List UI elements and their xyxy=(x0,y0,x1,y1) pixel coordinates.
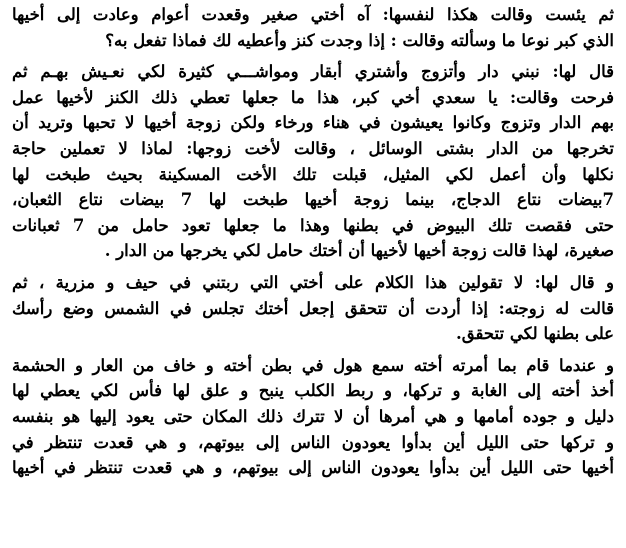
text-line: نكلها وأن أعمل لكي المثيل، قبلت تلك الأخت المسكينة بحيث طبخت لها xyxy=(12,164,614,184)
text-line: و تركها حتى الليل أين بدأوا يعودون الناس إلى بيوتهم، و هي قعدت تنتظر في xyxy=(12,432,614,452)
paragraph-2 xyxy=(12,59,614,264)
text-line: بهم الدار وتزوج وكانوا يعيشون في هناء ورخاء ولكن زوجة أخيها لا تحبها وتريد أن xyxy=(12,113,614,133)
text-line: أخذ أخته إلى الغابة و تركها، و ربط الكلب ينبح و علق لها فأس لكي يعطي لها xyxy=(12,381,614,401)
text-line: و قال لها: لا تقولين هذا الكلام على أختي التي ربتني في حيف و مزرية ، ثم xyxy=(12,272,614,292)
text-line: دليل و جوده أمامها و هي أمرها أن لا تترك ذلك المكان حتى يعود إليها هو بنفسه xyxy=(12,406,614,426)
text-line: و عندما قام بما أمرته أخته سمع هول في بطن أخته و خاف من العار و الحشمة xyxy=(12,355,614,375)
text-line: قالت له زوجته: إذا أردت أن تتحقق إجعل أختك تجلس في الشمس وضع رأسك xyxy=(12,298,614,318)
text-line: أخيها حتى الليل أين بدأوا يعودون الناس إلى بيوتهم، و هي قعدت تنتظر في أخيها xyxy=(12,458,614,478)
text-line: فرحت وقالت: يا سعدي أخي كبر، هذا ما جعلها تعطي ذلك الكنز لأخيها عمل xyxy=(12,87,614,107)
paragraph-4 xyxy=(12,353,614,481)
text-line: 7بيضات نتاع الدجاج، بينما زوجة أخيها طبخت لها 7 بيضات نتاع الثعبان، xyxy=(12,190,614,210)
paragraph-3 xyxy=(12,270,614,347)
paragraph-1 xyxy=(12,2,614,53)
text-line: تخرجها من الدار بشتى الوسائل ، وقالت لأخت زوجها: لماذا لا تعملين حاجة xyxy=(12,138,614,158)
text-line: ثم يئست وقالت هكذا لنفسها: آه أختي صغير وقعدت أعوام وعادت إلى أخيها xyxy=(12,5,614,24)
text-line: صغيرة، لهذا قالت زوجة أخيها لأخيها أن أختك حامل لكي يخرجها من الدار . xyxy=(104,241,614,261)
text-line: الذي كبر نوعا ما وسألته وقالت : إذا وجدت كنز وأعطيه لك فماذا تفعل به؟ xyxy=(105,30,614,50)
text-line: على بطنها لكي تتحقق. xyxy=(456,324,614,344)
text-line: حتى فقصت تلك البيوض في بطنها وهذا ما جعلها تعود حامل من 7 ثعبانات xyxy=(12,215,614,235)
text-line: قال لها: نبني دار وأتزوج وأشتري أبقار ومواشـــي كثيرة لكي نعـيش بهـم ثم xyxy=(12,62,614,82)
